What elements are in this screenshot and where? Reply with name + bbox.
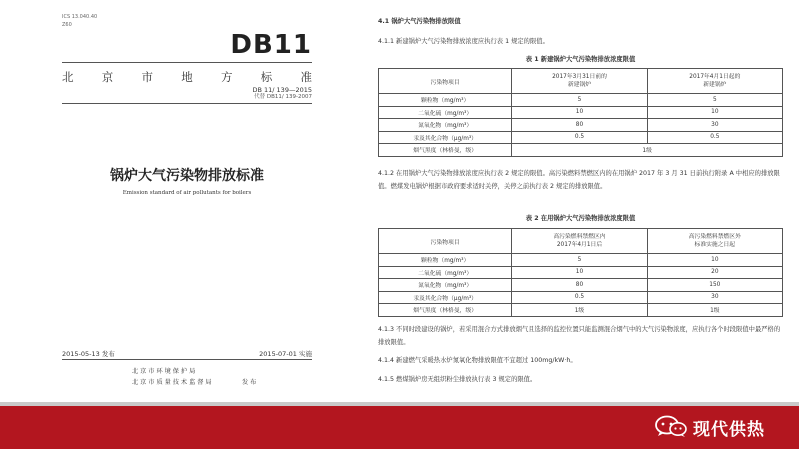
ccs-code: Z60 — [62, 22, 72, 28]
table-cell: 1级 — [647, 304, 782, 317]
table-cell: 二氧化硫（mg/m³） — [379, 266, 512, 279]
table2-header: 高污染燃料禁燃区外 标准实施之日起 — [647, 229, 782, 254]
table2-caption: 表 2 在用锅炉大气污染物排放浓度限值 — [525, 215, 636, 222]
table-cell: 80 — [512, 119, 647, 132]
region-char: 方 — [221, 70, 233, 84]
bottom-rule — [62, 359, 312, 360]
clause-4-1-2: 4.1.2 在用锅炉大气污染物排放浓度应执行表 2 规定的限值。高污染燃料禁燃区内的在用锅炉 2017 年 3 月 31 日前执行附录 A 中相应的排放限值。燃煤发电锅炉根据市政府要求适时关停，关停之前执行表 2 规定的排放限值。 — [378, 170, 780, 190]
clause-4-1-3: 4.1.3 不同时段建设的锅炉，若采用混合方式排放烟气且选择的监控位置只能监测混合烟气中的大气污染物浓度，应执行各个时段限值中最严格的排放限值。 — [378, 326, 781, 346]
top-rule — [62, 62, 312, 63]
issuer-1: 北 京 市 环 境 保 护 局 — [132, 368, 196, 375]
table-cell: 5 — [512, 254, 647, 267]
region-char: 市 — [141, 70, 153, 84]
replaces-note: 代替 DB11/ 139-2007 — [254, 94, 312, 100]
table-row — [379, 106, 783, 119]
ics-code: ICS 13.040.40 — [62, 14, 98, 20]
brand-name: 现代供热 — [693, 420, 765, 440]
table-cell: 0.5 — [512, 131, 647, 144]
issue-date: 2015-05-13 发布 — [62, 350, 115, 358]
table-cell: 0.5 — [512, 291, 647, 304]
footer-brand — [0, 402, 799, 449]
issuer-2: 北 京 市 质 量 技 术 监 督 局 — [132, 379, 212, 386]
table-row — [379, 304, 783, 317]
table-cell: 30 — [647, 119, 782, 132]
table1-header: 污染物项目 — [379, 69, 512, 94]
table-row — [379, 254, 783, 267]
table-row — [379, 94, 783, 107]
table-cell: 氮氧化物（mg/m³） — [379, 279, 512, 292]
table-row — [379, 279, 783, 292]
table-row — [379, 266, 783, 279]
issuers — [132, 366, 212, 388]
table1-caption: 表 1 新建锅炉大气污染物排放浓度限值 — [525, 56, 636, 63]
issue-word: 发 布 — [242, 379, 257, 386]
standard-number-block — [252, 87, 312, 101]
table-cell: 10 — [512, 266, 647, 279]
table1-header: 2017年4月1日起的 新建锅炉 — [647, 69, 782, 94]
region-char: 标 — [260, 70, 273, 84]
table-cell: 30 — [647, 291, 782, 304]
table-row — [379, 144, 783, 157]
content-page — [378, 14, 783, 394]
table-cell: 5 — [647, 94, 782, 107]
table-2 — [378, 228, 783, 317]
clause-4-1-1: 4.1.1 新建锅炉大气污染物排放浓度应执行表 1 规定的限值。 — [378, 38, 549, 45]
effective-date: 2015-07-01 实施 — [259, 350, 312, 358]
table-cell: 10 — [647, 106, 782, 119]
region-char: 地 — [181, 70, 193, 84]
region-line — [62, 69, 312, 85]
table-cell: 汞及其化合物（μg/m³） — [379, 291, 512, 304]
date-line — [62, 349, 312, 358]
table-cell: 汞及其化合物（μg/m³） — [379, 131, 512, 144]
table2-header: 污染物项目 — [379, 229, 512, 254]
number-rule — [62, 103, 312, 104]
table1-header: 2017年3月31日前的 新建锅炉 — [512, 69, 647, 94]
table-cell: 150 — [647, 279, 782, 292]
table-row — [379, 119, 783, 132]
clause-4-1-5: 4.1.5 燃煤锅炉房无组织粉尘排放执行表 3 规定的限值。 — [378, 376, 537, 383]
table-cell: 氮氧化物（mg/m³） — [379, 119, 512, 132]
english-title: Emission standard of air pollutants for boilers — [122, 190, 252, 196]
region-char: 京 — [101, 70, 114, 84]
table-cell: 80 — [512, 279, 647, 292]
table-cell: 1级 — [512, 144, 783, 157]
table-cell: 烟气黑度（林格曼，级） — [379, 144, 512, 157]
region-char: 准 — [300, 70, 312, 84]
clause-4-1-4: 4.1.4 新建燃气采暖热水炉氮氧化物排放限值不宜超过 100mg/kW·h。 — [378, 357, 577, 364]
table-cell: 二氧化硫（mg/m³） — [379, 106, 512, 119]
standard-number: DB 11/ 139—2015 — [252, 86, 312, 94]
section-heading: 4.1 锅炉大气污染物排放限值 — [378, 18, 461, 25]
table-row — [379, 131, 783, 144]
table-cell: 10 — [647, 254, 782, 267]
table-cell: 0.5 — [647, 131, 782, 144]
table-1 — [378, 68, 783, 157]
standard-code: DB11 — [230, 30, 312, 60]
table-cell: 颗粒物（mg/m³） — [379, 94, 512, 107]
table-cell: 1级 — [512, 304, 647, 317]
table-row — [379, 291, 783, 304]
table-cell: 20 — [647, 266, 782, 279]
table-cell: 5 — [512, 94, 647, 107]
table2-header: 高污染燃料禁燃区内 2017年4月1日后 — [512, 229, 647, 254]
table-cell: 烟气黑度（林格曼，级） — [379, 304, 512, 317]
table-cell: 10 — [512, 106, 647, 119]
standard-cover — [62, 6, 312, 396]
region-char: 北 — [62, 70, 74, 84]
table-cell: 颗粒物（mg/m³） — [379, 254, 512, 267]
document-title: 锅炉大气污染物排放标准 — [110, 168, 264, 184]
wechat-icon — [654, 415, 688, 437]
